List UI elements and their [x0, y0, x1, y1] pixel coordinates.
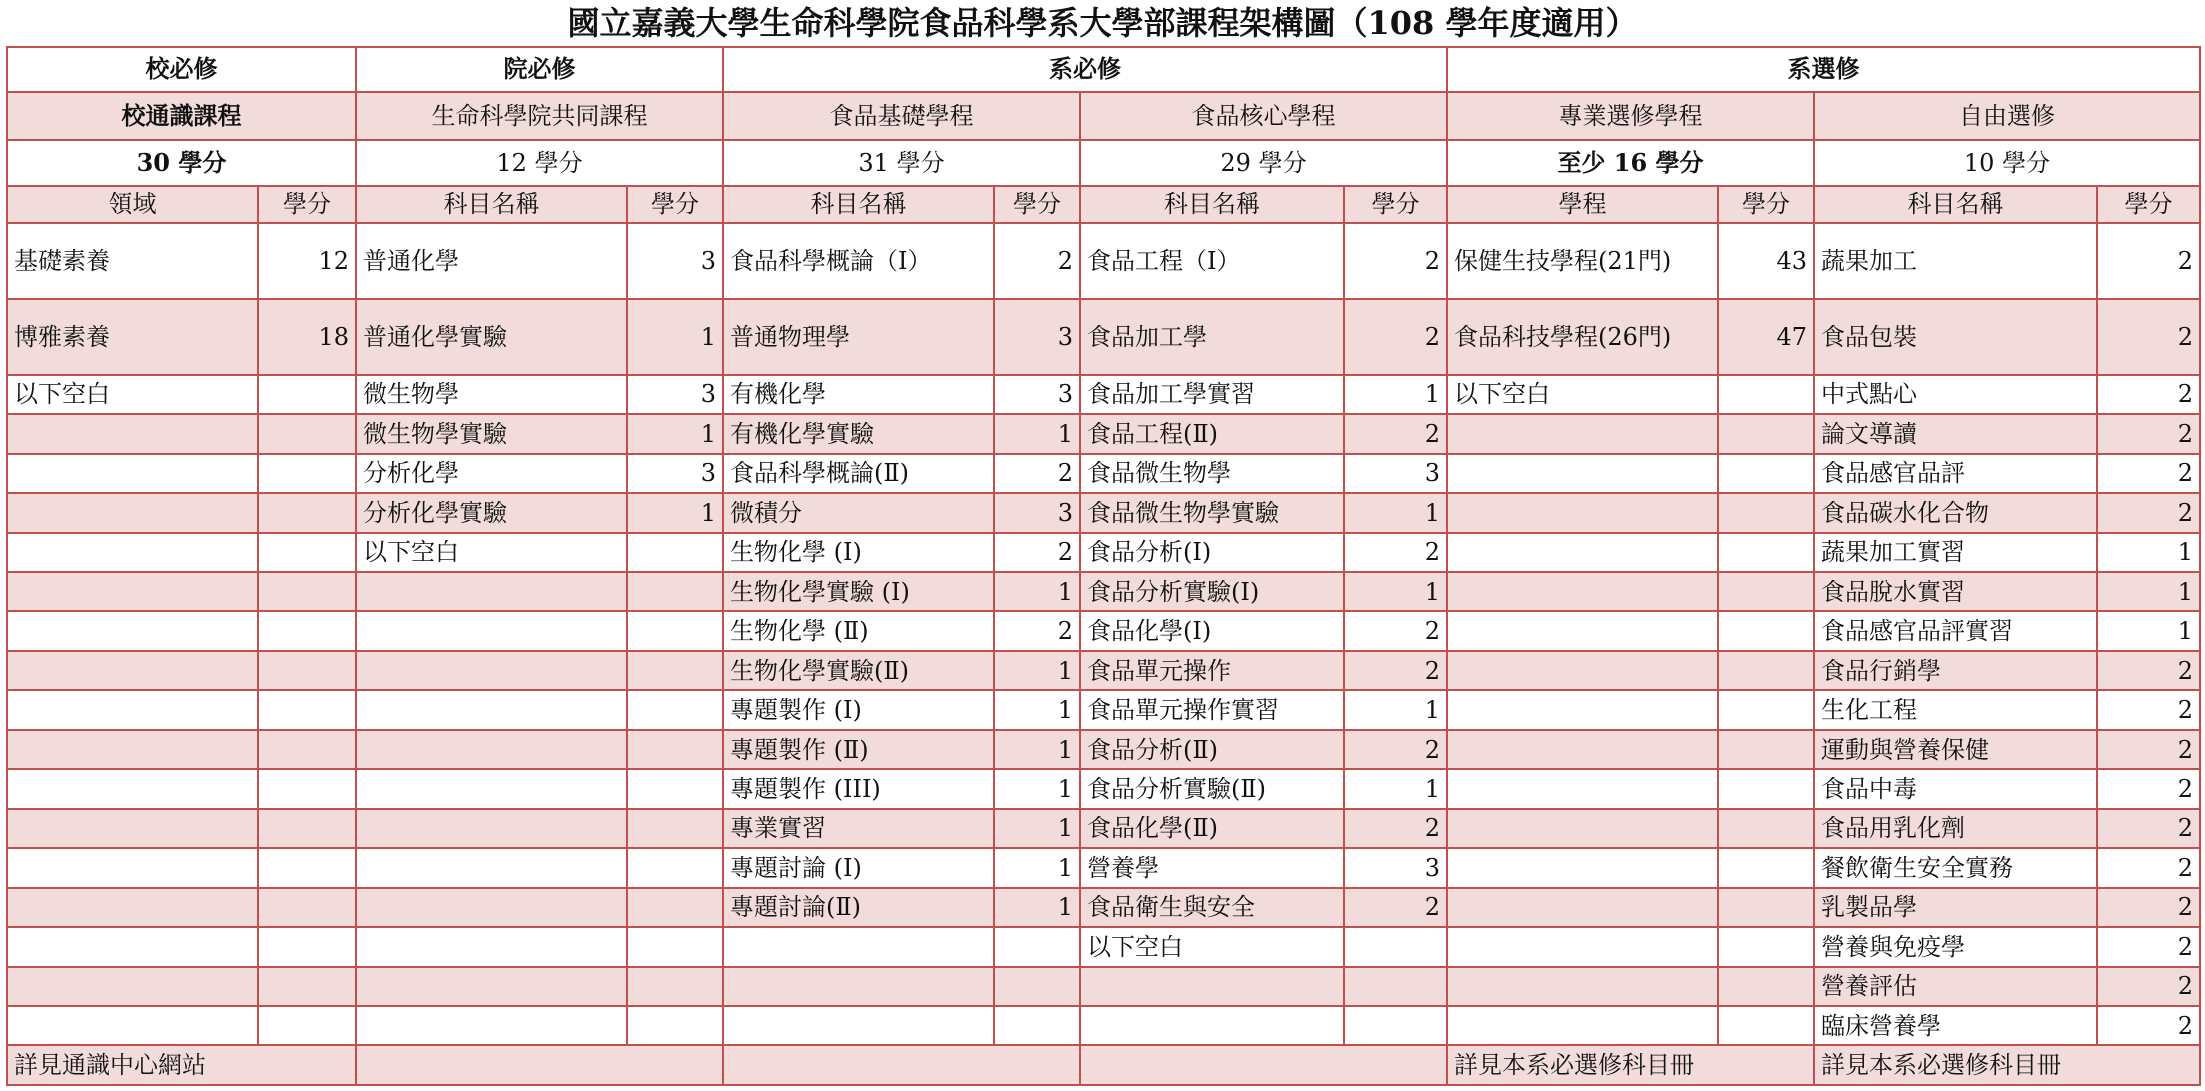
course-name-food-core: 食品微生物學	[1080, 454, 1344, 493]
course-credits-free-elective: 2	[2097, 888, 2200, 927]
course-credits-professional-elective: 47	[1718, 299, 1814, 375]
header-credits: 學分	[1344, 186, 1447, 223]
course-name-food-basic: 有機化學	[723, 375, 994, 414]
course-name-professional-elective	[1447, 967, 1718, 1006]
course-credits-life-science-common	[627, 533, 723, 572]
course-credits-food-basic: 1	[994, 809, 1080, 848]
course-name-life-science-common	[356, 1006, 627, 1045]
course-name-general-education	[7, 1006, 258, 1045]
course-name-life-science-common	[356, 809, 627, 848]
course-credits-professional-elective	[1718, 927, 1814, 966]
course-credits-food-core	[1344, 927, 1447, 966]
course-credits-professional-elective	[1718, 888, 1814, 927]
course-credits-free-elective: 2	[2097, 690, 2200, 729]
course-name-general-education	[7, 888, 258, 927]
course-credits-free-elective: 2	[2097, 223, 2200, 299]
table-row	[7, 375, 2200, 414]
program-general-education: 校通識課程	[7, 92, 356, 141]
course-name-food-basic	[723, 1006, 994, 1045]
course-name-general-education: 以下空白	[7, 375, 258, 414]
credits-free-elective: 10 學分	[1814, 140, 2200, 186]
footer-general-note: 詳見通識中心網站	[7, 1045, 356, 1085]
header-course-name: 科目名稱	[1080, 186, 1344, 223]
course-name-general-education	[7, 493, 258, 532]
course-credits-food-core	[1344, 967, 1447, 1006]
course-name-food-basic: 有機化學實驗	[723, 414, 994, 453]
course-name-professional-elective	[1447, 888, 1718, 927]
course-credits-free-elective: 2	[2097, 493, 2200, 532]
course-name-life-science-common	[356, 651, 627, 690]
course-credits-food-core: 1	[1344, 690, 1447, 729]
course-name-food-basic: 專題製作 (III)	[723, 769, 994, 808]
table-row	[7, 223, 2200, 299]
course-name-life-science-common: 微生物學	[356, 375, 627, 414]
course-name-free-elective: 食品行銷學	[1814, 651, 2097, 690]
table-row	[7, 1006, 2200, 1045]
course-credits-free-elective: 2	[2097, 809, 2200, 848]
course-name-professional-elective	[1447, 493, 1718, 532]
course-credits-professional-elective	[1718, 730, 1814, 769]
course-credits-professional-elective	[1718, 454, 1814, 493]
course-credits-general-education	[258, 533, 356, 572]
course-name-food-basic	[723, 967, 994, 1006]
page-title: 國立嘉義大學生命科學院食品科學系大學部課程架構圖（108 學年度適用）	[567, 4, 1638, 42]
course-credits-food-basic: 1	[994, 848, 1080, 887]
course-name-food-basic: 專題製作 (Ⅰ)	[723, 690, 994, 729]
course-credits-life-science-common	[627, 730, 723, 769]
course-credits-life-science-common	[627, 611, 723, 650]
footer-empty	[356, 1045, 723, 1085]
course-credits-food-core: 2	[1344, 299, 1447, 375]
course-name-food-basic: 生物化學實驗(Ⅱ)	[723, 651, 994, 690]
course-credits-food-basic: 1	[994, 888, 1080, 927]
course-credits-professional-elective	[1718, 769, 1814, 808]
credits-life-science-common: 12 學分	[356, 140, 723, 186]
course-name-food-core	[1080, 1006, 1344, 1045]
course-credits-life-science-common: 3	[627, 375, 723, 414]
course-credits-food-basic: 1	[994, 690, 1080, 729]
course-name-general-education	[7, 414, 258, 453]
course-credits-free-elective: 2	[2097, 967, 2200, 1006]
header-credits: 學分	[258, 186, 356, 223]
course-credits-free-elective: 1	[2097, 611, 2200, 650]
header-credits: 學分	[994, 186, 1080, 223]
course-name-free-elective: 乳製品學	[1814, 888, 2097, 927]
program-free-elective: 自由選修	[1814, 92, 2200, 141]
course-name-food-core: 食品化學(Ⅰ)	[1080, 611, 1344, 650]
course-name-life-science-common	[356, 967, 627, 1006]
course-credits-general-education	[258, 730, 356, 769]
course-name-food-basic: 專題製作 (Ⅱ)	[723, 730, 994, 769]
course-credits-food-core: 2	[1344, 533, 1447, 572]
course-name-food-core: 食品化學(Ⅱ)	[1080, 809, 1344, 848]
course-name-life-science-common: 微生物學實驗	[356, 414, 627, 453]
course-name-life-science-common: 普通化學實驗	[356, 299, 627, 375]
course-credits-life-science-common	[627, 769, 723, 808]
table-row	[7, 414, 2200, 453]
course-name-free-elective: 營養評估	[1814, 967, 2097, 1006]
course-name-general-education	[7, 848, 258, 887]
course-name-free-elective: 食品感官品評實習	[1814, 611, 2097, 650]
table-row	[7, 848, 2200, 887]
course-credits-life-science-common	[627, 927, 723, 966]
course-name-food-core: 食品微生物學實驗	[1080, 493, 1344, 532]
course-credits-professional-elective	[1718, 414, 1814, 453]
course-name-life-science-common: 以下空白	[356, 533, 627, 572]
category-dept-required: 系必修	[723, 47, 1447, 92]
course-name-food-core: 以下空白	[1080, 927, 1344, 966]
course-credits-professional-elective	[1718, 1006, 1814, 1045]
course-name-life-science-common	[356, 848, 627, 887]
course-name-professional-elective	[1447, 809, 1718, 848]
course-credits-food-basic: 1	[994, 651, 1080, 690]
course-name-general-education	[7, 809, 258, 848]
course-credits-free-elective: 2	[2097, 1006, 2200, 1045]
course-credits-professional-elective	[1718, 848, 1814, 887]
footer-empty	[1080, 1045, 1447, 1085]
course-name-food-core: 營養學	[1080, 848, 1344, 887]
course-name-life-science-common	[356, 690, 627, 729]
table-row	[7, 651, 2200, 690]
course-name-general-education	[7, 927, 258, 966]
course-credits-life-science-common: 1	[627, 299, 723, 375]
course-credits-food-core: 2	[1344, 611, 1447, 650]
course-credits-food-core: 2	[1344, 223, 1447, 299]
course-credits-professional-elective	[1718, 493, 1814, 532]
course-credits-food-core: 1	[1344, 769, 1447, 808]
course-name-professional-elective	[1447, 1006, 1718, 1045]
course-name-free-elective: 食品用乳化劑	[1814, 809, 2097, 848]
course-name-general-education	[7, 690, 258, 729]
course-name-free-elective: 中式點心	[1814, 375, 2097, 414]
course-name-life-science-common	[356, 927, 627, 966]
course-name-food-basic: 普通物理學	[723, 299, 994, 375]
header-credits: 學分	[627, 186, 723, 223]
course-name-general-education	[7, 572, 258, 611]
course-credits-free-elective: 2	[2097, 848, 2200, 887]
credits-row	[7, 140, 2200, 186]
curriculum-table	[6, 46, 2201, 1086]
header-course-name: 科目名稱	[356, 186, 627, 223]
course-name-professional-elective: 保健生技學程(21門)	[1447, 223, 1718, 299]
course-credits-general-education	[258, 927, 356, 966]
course-name-professional-elective	[1447, 651, 1718, 690]
course-name-professional-elective: 以下空白	[1447, 375, 1718, 414]
course-credits-general-education	[258, 967, 356, 1006]
course-name-life-science-common: 分析化學	[356, 454, 627, 493]
course-name-life-science-common	[356, 888, 627, 927]
course-name-professional-elective: 食品科技學程(26門)	[1447, 299, 1718, 375]
course-name-life-science-common: 分析化學實驗	[356, 493, 627, 532]
credits-food-core: 29 學分	[1080, 140, 1447, 186]
course-name-professional-elective	[1447, 611, 1718, 650]
course-name-free-elective: 蔬果加工	[1814, 223, 2097, 299]
course-name-food-core: 食品工程（Ⅰ）	[1080, 223, 1344, 299]
footer-free-note: 詳見本系必選修科目冊	[1814, 1045, 2200, 1085]
course-name-professional-elective	[1447, 533, 1718, 572]
course-credits-professional-elective: 43	[1718, 223, 1814, 299]
course-credits-general-education	[258, 848, 356, 887]
course-credits-life-science-common	[627, 967, 723, 1006]
course-name-free-elective: 餐飲衛生安全實務	[1814, 848, 2097, 887]
course-credits-professional-elective	[1718, 809, 1814, 848]
course-name-free-elective: 生化工程	[1814, 690, 2097, 729]
course-credits-life-science-common: 3	[627, 223, 723, 299]
course-name-life-science-common	[356, 572, 627, 611]
course-name-food-basic: 專題討論(Ⅱ)	[723, 888, 994, 927]
course-name-life-science-common: 普通化學	[356, 223, 627, 299]
table-row	[7, 572, 2200, 611]
course-name-food-basic: 專業實習	[723, 809, 994, 848]
course-name-free-elective: 食品碳水化合物	[1814, 493, 2097, 532]
course-name-general-education: 博雅素養	[7, 299, 258, 375]
course-name-food-core: 食品加工學	[1080, 299, 1344, 375]
course-credits-general-education	[258, 454, 356, 493]
course-name-food-core: 食品衛生與安全	[1080, 888, 1344, 927]
course-credits-free-elective: 2	[2097, 299, 2200, 375]
course-credits-food-core: 3	[1344, 848, 1447, 887]
course-credits-free-elective: 2	[2097, 375, 2200, 414]
course-name-food-core: 食品單元操作實習	[1080, 690, 1344, 729]
course-name-life-science-common	[356, 769, 627, 808]
table-row	[7, 769, 2200, 808]
course-credits-professional-elective	[1718, 533, 1814, 572]
course-name-general-education: 基礎素養	[7, 223, 258, 299]
course-credits-free-elective: 1	[2097, 533, 2200, 572]
course-credits-life-science-common	[627, 848, 723, 887]
header-program: 學程	[1447, 186, 1718, 223]
header-course-name: 科目名稱	[1814, 186, 2097, 223]
program-food-basic: 食品基礎學程	[723, 92, 1080, 141]
course-name-food-core: 食品分析實驗(Ⅰ)	[1080, 572, 1344, 611]
course-name-professional-elective	[1447, 730, 1718, 769]
course-credits-food-basic	[994, 1006, 1080, 1045]
table-row	[7, 533, 2200, 572]
course-name-food-core: 食品工程(Ⅱ)	[1080, 414, 1344, 453]
category-row	[7, 47, 2200, 92]
course-credits-general-education	[258, 690, 356, 729]
course-name-free-elective: 運動與營養保健	[1814, 730, 2097, 769]
course-name-free-elective: 臨床營養學	[1814, 1006, 2097, 1045]
course-credits-life-science-common	[627, 651, 723, 690]
course-credits-life-science-common	[627, 690, 723, 729]
header-field: 領域	[7, 186, 258, 223]
course-credits-free-elective: 2	[2097, 414, 2200, 453]
course-credits-life-science-common: 1	[627, 493, 723, 532]
course-credits-general-education	[258, 769, 356, 808]
course-credits-life-science-common: 1	[627, 414, 723, 453]
course-credits-free-elective: 2	[2097, 769, 2200, 808]
course-credits-food-basic: 1	[994, 730, 1080, 769]
header-course-name: 科目名稱	[723, 186, 994, 223]
category-school-required: 校必修	[7, 47, 356, 92]
footer-empty	[723, 1045, 1080, 1085]
column-header-row	[7, 186, 2200, 223]
course-credits-food-basic: 2	[994, 454, 1080, 493]
table-row	[7, 730, 2200, 769]
course-name-general-education	[7, 533, 258, 572]
header-credits: 學分	[1718, 186, 1814, 223]
course-name-food-basic	[723, 927, 994, 966]
course-credits-life-science-common	[627, 888, 723, 927]
course-credits-free-elective: 2	[2097, 454, 2200, 493]
course-credits-food-core: 1	[1344, 375, 1447, 414]
program-row	[7, 92, 2200, 141]
credits-general-education: 30 學分	[7, 140, 356, 186]
course-credits-general-education: 18	[258, 299, 356, 375]
course-name-food-basic: 生物化學實驗 (Ⅰ)	[723, 572, 994, 611]
course-credits-general-education	[258, 414, 356, 453]
program-food-core: 食品核心學程	[1080, 92, 1447, 141]
course-credits-food-basic: 2	[994, 533, 1080, 572]
course-credits-food-core: 2	[1344, 651, 1447, 690]
course-name-professional-elective	[1447, 690, 1718, 729]
course-name-professional-elective	[1447, 927, 1718, 966]
course-name-food-basic: 專題討論 (Ⅰ)	[723, 848, 994, 887]
credits-professional-elective: 至少 16 學分	[1447, 140, 1814, 186]
course-credits-food-core: 2	[1344, 888, 1447, 927]
course-name-food-core: 食品分析實驗(Ⅱ)	[1080, 769, 1344, 808]
program-professional-elective: 專業選修學程	[1447, 92, 1814, 141]
course-credits-general-education	[258, 611, 356, 650]
course-name-general-education	[7, 769, 258, 808]
table-row	[7, 493, 2200, 532]
course-name-free-elective: 食品包裝	[1814, 299, 2097, 375]
course-credits-free-elective: 2	[2097, 651, 2200, 690]
course-name-food-basic: 食品科學概論（Ⅰ）	[723, 223, 994, 299]
course-credits-professional-elective	[1718, 690, 1814, 729]
program-life-science-common: 生命科學院共同課程	[356, 92, 723, 141]
course-credits-general-education	[258, 809, 356, 848]
table-row	[7, 690, 2200, 729]
course-name-professional-elective	[1447, 414, 1718, 453]
table-row	[7, 299, 2200, 375]
course-name-food-core	[1080, 967, 1344, 1006]
course-credits-professional-elective	[1718, 651, 1814, 690]
course-name-general-education	[7, 611, 258, 650]
course-credits-food-core: 2	[1344, 809, 1447, 848]
course-credits-general-education	[258, 493, 356, 532]
course-credits-food-core: 2	[1344, 414, 1447, 453]
course-name-life-science-common	[356, 611, 627, 650]
course-name-food-core: 食品分析(Ⅱ)	[1080, 730, 1344, 769]
footer-elective-note: 詳見本系必選修科目冊	[1447, 1045, 1814, 1085]
course-name-free-elective: 蔬果加工實習	[1814, 533, 2097, 572]
course-credits-general-education	[258, 572, 356, 611]
course-credits-general-education	[258, 1006, 356, 1045]
course-credits-general-education	[258, 888, 356, 927]
course-credits-life-science-common	[627, 809, 723, 848]
course-name-free-elective: 食品脫水實習	[1814, 572, 2097, 611]
course-name-general-education	[7, 651, 258, 690]
course-credits-food-basic: 1	[994, 414, 1080, 453]
course-name-general-education	[7, 454, 258, 493]
course-credits-professional-elective	[1718, 375, 1814, 414]
course-credits-food-basic: 2	[994, 223, 1080, 299]
table-row	[7, 888, 2200, 927]
table-row	[7, 611, 2200, 650]
course-name-professional-elective	[1447, 848, 1718, 887]
table-row	[7, 967, 2200, 1006]
course-name-food-basic: 微積分	[723, 493, 994, 532]
course-name-general-education	[7, 730, 258, 769]
course-name-free-elective: 食品中毒	[1814, 769, 2097, 808]
course-credits-professional-elective	[1718, 572, 1814, 611]
course-name-food-basic: 生物化學 (Ⅱ)	[723, 611, 994, 650]
course-credits-food-basic	[994, 967, 1080, 1006]
course-name-free-elective: 論文導讀	[1814, 414, 2097, 453]
course-credits-life-science-common	[627, 572, 723, 611]
course-name-general-education	[7, 967, 258, 1006]
course-name-food-core: 食品加工學實習	[1080, 375, 1344, 414]
course-name-free-elective: 食品感官品評	[1814, 454, 2097, 493]
course-credits-free-elective: 1	[2097, 572, 2200, 611]
category-dept-elective: 系選修	[1447, 47, 2200, 92]
category-college-required: 院必修	[356, 47, 723, 92]
table-row	[7, 809, 2200, 848]
course-credits-professional-elective	[1718, 611, 1814, 650]
course-credits-food-basic: 1	[994, 572, 1080, 611]
table-row	[7, 454, 2200, 493]
course-credits-food-core: 3	[1344, 454, 1447, 493]
course-credits-food-basic	[994, 927, 1080, 966]
table-row	[7, 927, 2200, 966]
course-credits-food-basic: 3	[994, 375, 1080, 414]
course-credits-food-basic: 3	[994, 493, 1080, 532]
course-name-professional-elective	[1447, 769, 1718, 808]
course-name-professional-elective	[1447, 572, 1718, 611]
course-credits-food-core: 2	[1344, 730, 1447, 769]
course-credits-free-elective: 2	[2097, 730, 2200, 769]
course-name-life-science-common	[356, 730, 627, 769]
course-credits-life-science-common	[627, 1006, 723, 1045]
course-name-food-core: 食品單元操作	[1080, 651, 1344, 690]
course-name-food-basic: 生物化學 (Ⅰ)	[723, 533, 994, 572]
course-name-professional-elective	[1447, 454, 1718, 493]
course-name-food-core: 食品分析(Ⅰ)	[1080, 533, 1344, 572]
course-credits-general-education	[258, 651, 356, 690]
course-credits-free-elective: 2	[2097, 927, 2200, 966]
footer-row	[7, 1045, 2200, 1085]
course-credits-general-education	[258, 375, 356, 414]
course-credits-life-science-common: 3	[627, 454, 723, 493]
credits-food-basic: 31 學分	[723, 140, 1080, 186]
course-name-food-basic: 食品科學概論(Ⅱ)	[723, 454, 994, 493]
course-credits-food-core: 1	[1344, 572, 1447, 611]
course-credits-food-basic: 3	[994, 299, 1080, 375]
course-credits-food-core: 1	[1344, 493, 1447, 532]
course-credits-food-basic: 1	[994, 769, 1080, 808]
course-credits-food-core	[1344, 1006, 1447, 1045]
header-credits: 學分	[2097, 186, 2200, 223]
course-credits-professional-elective	[1718, 967, 1814, 1006]
course-credits-general-education: 12	[258, 223, 356, 299]
course-credits-food-basic: 2	[994, 611, 1080, 650]
course-name-free-elective: 營養與免疫學	[1814, 927, 2097, 966]
